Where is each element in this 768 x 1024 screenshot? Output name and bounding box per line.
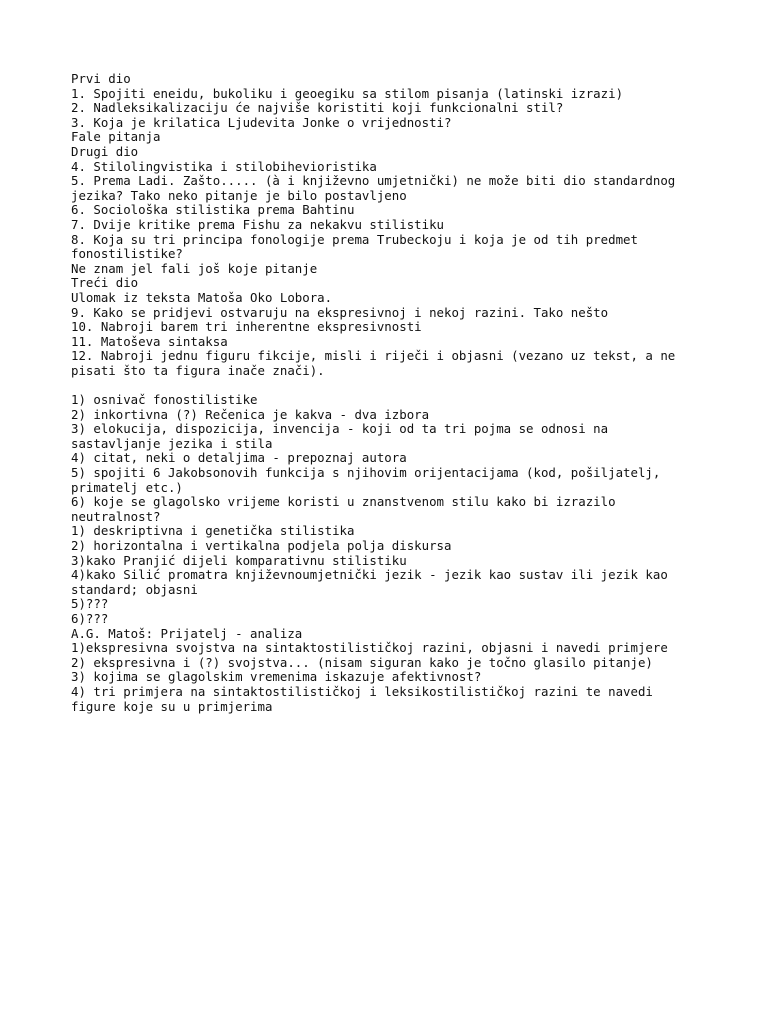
list-item: 3) kojima se glagolskim vremenima iskazuje afektivnost? [71,669,482,685]
question-line: fonostilistike? [71,246,183,262]
question-line: 4. Stilolingvistika i stilobihevioristika [71,158,377,174]
list-item: figure koje su u primjerima [71,698,273,714]
list-item: 5)??? [71,596,109,612]
list-item: standard; objasni [71,581,198,597]
note-line: Ne znam jel fali još koje pitanje [71,260,318,276]
list-item: 6)??? [71,610,109,626]
list-item: 1) deskriptivna i genetička stilistika [71,523,355,539]
list-item: 6) koje se glagolsko vrijeme koristi u znanstvenom stilu kako bi izrazilo [71,494,616,510]
heading-part-three: Treći dio [71,275,139,291]
list-item: 2) ekspresivna i (?) svojstva... (nisam siguran kako je točno glasilo pitanje) [71,654,653,670]
note-line: Fale pitanja [71,129,161,145]
question-line: pisati što ta figura inače znači). [71,362,325,378]
list-item: primatelj etc.) [71,479,183,495]
list-item: 4) citat, neki o detaljima - prepoznaj autora [71,450,407,466]
list-item: 5) spojiti 6 Jakobsonovih funkcija s njihovim orijentacijama (kod, pošiljatelj, [71,465,661,481]
question-line: 8. Koja su tri principa fonologije prema Trubeckoju i koja je od tih predmet [71,231,638,247]
blank-line [71,378,691,393]
question-line: 1. Spojiti eneidu, bukoliku i geoegiku sa stilom pisanja (latinski izrazi) [71,85,624,101]
heading-part-two: Drugi dio [71,143,139,159]
list-item: 4)kako Silić promatra književnoumjetnički jezik - jezik kao sustav ili jezik kao [71,567,668,583]
list-item: 2) horizontalna i vertikalna podjela polja diskursa [71,538,452,553]
list-item: 2) inkortivna (?) Rečenica je kakva - dva izbora [71,406,430,422]
heading-part-one: Prvi dio [71,71,131,86]
list-item: 3) elokucija, dispozicija, invencija - koji od ta tri pojma se odnosi na [71,421,609,437]
list-item: neutralnost? [71,508,161,524]
document-text [71,72,691,714]
question-line: 10. Nabroji barem tri inherentne ekspresivnosti [71,319,422,335]
list-item: 1)ekspresivna svojstva na sintaktostilističkoj razini, objasni i navedi primjere [71,640,668,656]
question-line: 7. Dvije kritike prema Fishu za nekakvu stilistiku [71,216,444,232]
question-line: 2. Nadleksikalizaciju će najviše koristiti koji funkcionalni stil? [71,100,564,116]
question-line: 9. Kako se pridjevi ostvaruju na ekspresivnoj i nekoj razini. Tako nešto [71,304,609,320]
question-line: 3. Koja je krilatica Ljudevita Jonke o vrijednosti? [71,114,452,130]
text-line: Ulomak iz teksta Matoša Oko Lobora. [71,289,333,305]
question-line: 6. Sociološka stilistika prema Bahtinu [71,202,355,218]
section-heading: A.G. Matoš: Prijatelj - analiza [71,625,303,641]
list-item: 1) osnivač fonostilistike [71,392,258,408]
question-line: 5. Prema Ladi. Zašto..... (à i književno umjetnički) ne može biti dio standardnog [71,173,676,189]
list-item: 3)kako Pranjić dijeli komparativnu stilistiku [71,552,407,568]
list-item: 4) tri primjera na sintaktostilističkoj i leksikostilističkoj razini te navedi [71,683,653,699]
question-line: jezika? Tako neko pitanje je bilo postavljeno [71,187,407,203]
question-line: 11. Matoševa sintaksa [71,333,228,349]
question-line: 12. Nabroji jednu figuru fikcije, misli i riječi i objasni (vezano uz tekst, a ne [71,348,676,364]
list-item: sastavljanje jezika i stila [71,435,273,451]
